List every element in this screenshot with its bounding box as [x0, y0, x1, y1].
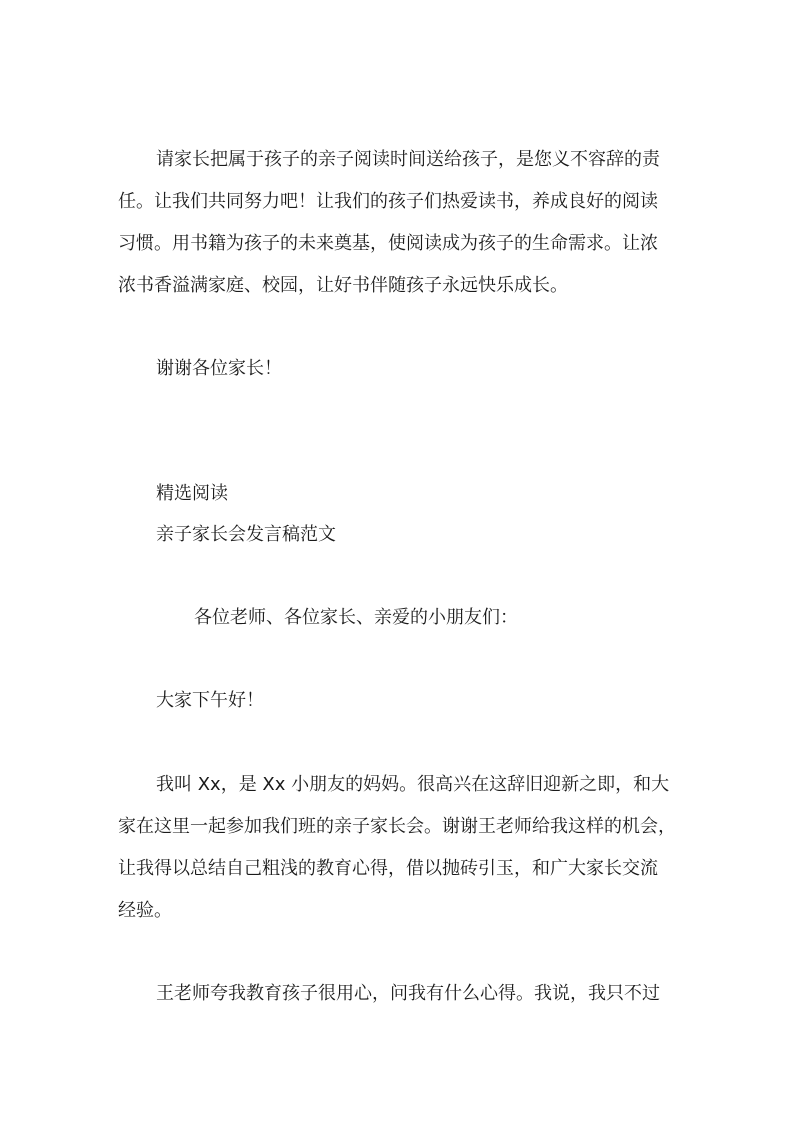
paragraph-2-line-2: 家在这里一起参加我们班的亲子家长会。谢谢王老师给我这样的机会，: [118, 816, 676, 837]
paragraph-2-line-1: 我叫 Xx，是 Xx 小朋友的妈妈。很高兴在这辞旧迎新之即，和大: [156, 774, 670, 795]
paragraph-1-line-2: 任。让我们共同努力吧！让我们的孩子们热爱读书，养成良好的阅读: [118, 191, 658, 212]
paragraph-2-line-4: 经验。: [118, 900, 172, 921]
greeting: 大家下午好！: [156, 690, 264, 711]
paragraph-2-line-3: 让我得以总结自己粗浅的教育心得，借以抛砖引玉，和广大家长交流: [118, 858, 658, 879]
section-title: 亲子家长会发言稿范文: [156, 524, 336, 545]
salutation: 各位老师、各位家长、亲爱的小朋友们：: [194, 607, 518, 628]
paragraph-1-line-1: 请家长把属于孩子的亲子阅读时间送给孩子，是您义不容辞的责: [156, 149, 660, 170]
paragraph-3-line-1: 王老师夸我教育孩子很用心，问我有什么心得。我说，我只不过: [156, 983, 660, 1004]
paragraph-1-line-3: 习惯。用书籍为孩子的未来奠基，使阅读成为孩子的生命需求。让浓: [118, 233, 658, 254]
thanks-line: 谢谢各位家长！: [156, 358, 282, 379]
section-label: 精选阅读: [156, 483, 228, 504]
paragraph-1-line-4: 浓书香溢满家庭、校园，让好书伴随孩子永远快乐成长。: [118, 275, 568, 296]
